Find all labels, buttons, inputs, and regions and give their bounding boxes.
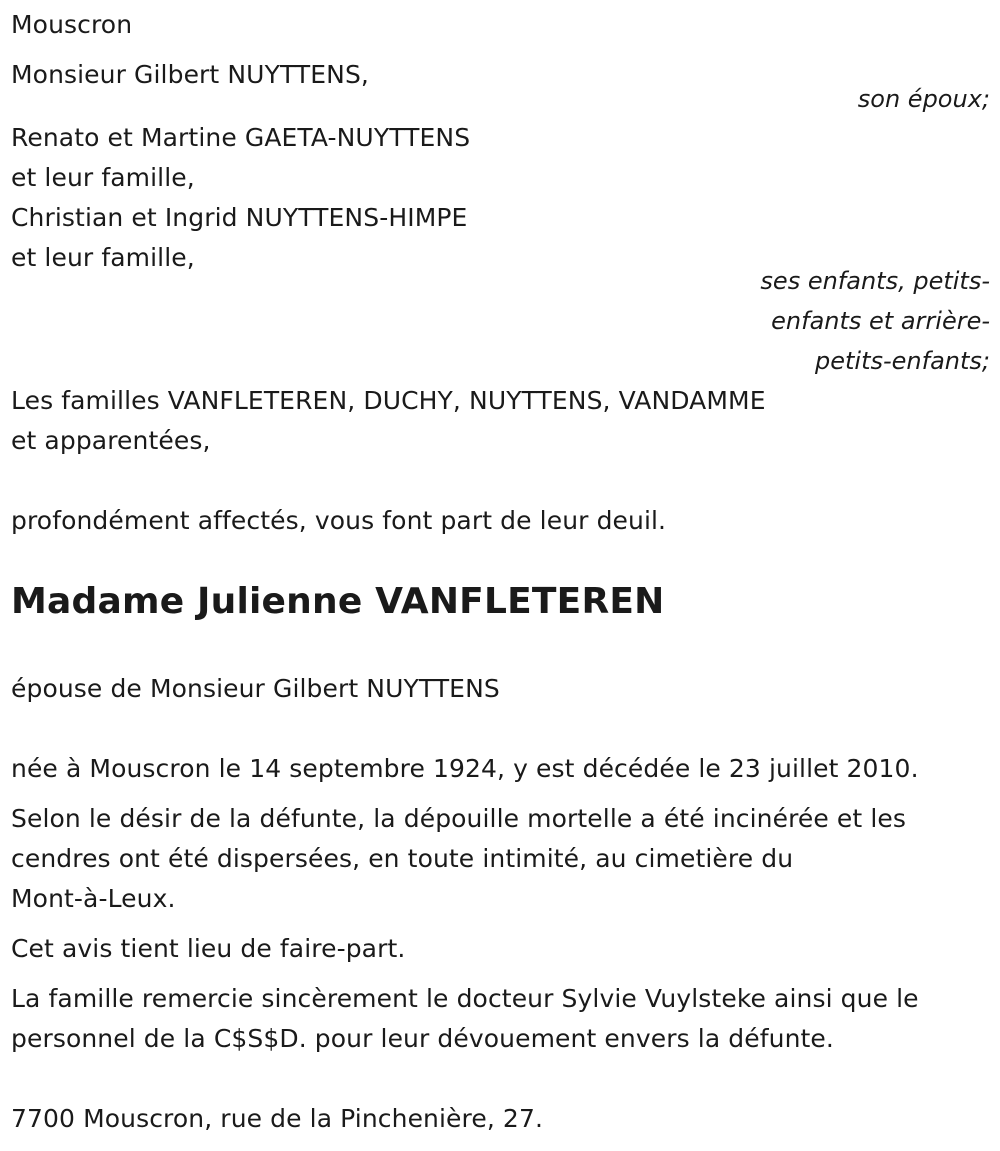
spouse-of: épouse de Monsieur Gilbert NUYTTENS bbox=[11, 674, 500, 703]
families-line-2: et apparentées, bbox=[11, 426, 211, 455]
wishes-line-2: cendres ont été dispersées, en toute intimité, au cimetière du bbox=[11, 844, 794, 873]
children-line-3: Christian et Ingrid NUYTTENS-HIMPE bbox=[11, 203, 468, 232]
children-role-3: petits-enfants; bbox=[815, 347, 990, 375]
children-role-1: ses enfants, petits- bbox=[760, 267, 990, 295]
announcement: profondément affectés, vous font part de leur deuil. bbox=[11, 506, 667, 535]
children-line-2: et leur famille, bbox=[11, 163, 195, 192]
families-line-1: Les familles VANFLETEREN, DUCHY, NUYTTENS, VANDAMME bbox=[11, 386, 766, 415]
deceased-name: Madame Julienne VANFLETEREN bbox=[11, 581, 665, 622]
faire-part: Cet avis tient lieu de faire-part. bbox=[11, 934, 406, 963]
children-line-4: et leur famille, bbox=[11, 243, 195, 272]
city: Mouscron bbox=[11, 10, 133, 39]
children-line-1: Renato et Martine GAETA-NUYTTENS bbox=[11, 123, 471, 152]
birth-death: née à Mouscron le 14 septembre 1924, y est décédée le 23 juillet 2010. bbox=[11, 754, 919, 783]
spouse-line: Monsieur Gilbert NUYTTENS, bbox=[11, 60, 369, 89]
children-role-2: enfants et arrière- bbox=[771, 307, 990, 335]
wishes-line-1: Selon le désir de la défunte, la dépouille mortelle a été incinérée et les bbox=[11, 804, 906, 833]
thanks-line-1: La famille remercie sincèrement le docteur Sylvie Vuylsteke ainsi que le bbox=[11, 984, 919, 1013]
spouse-role: son époux; bbox=[857, 85, 990, 113]
wishes-line-3: Mont-à-Leux. bbox=[11, 884, 176, 913]
address: 7700 Mouscron, rue de la Pinchenière, 27. bbox=[11, 1104, 543, 1133]
thanks-line-2: personnel de la C$S$D. pour leur dévouement envers la défunte. bbox=[11, 1024, 834, 1053]
